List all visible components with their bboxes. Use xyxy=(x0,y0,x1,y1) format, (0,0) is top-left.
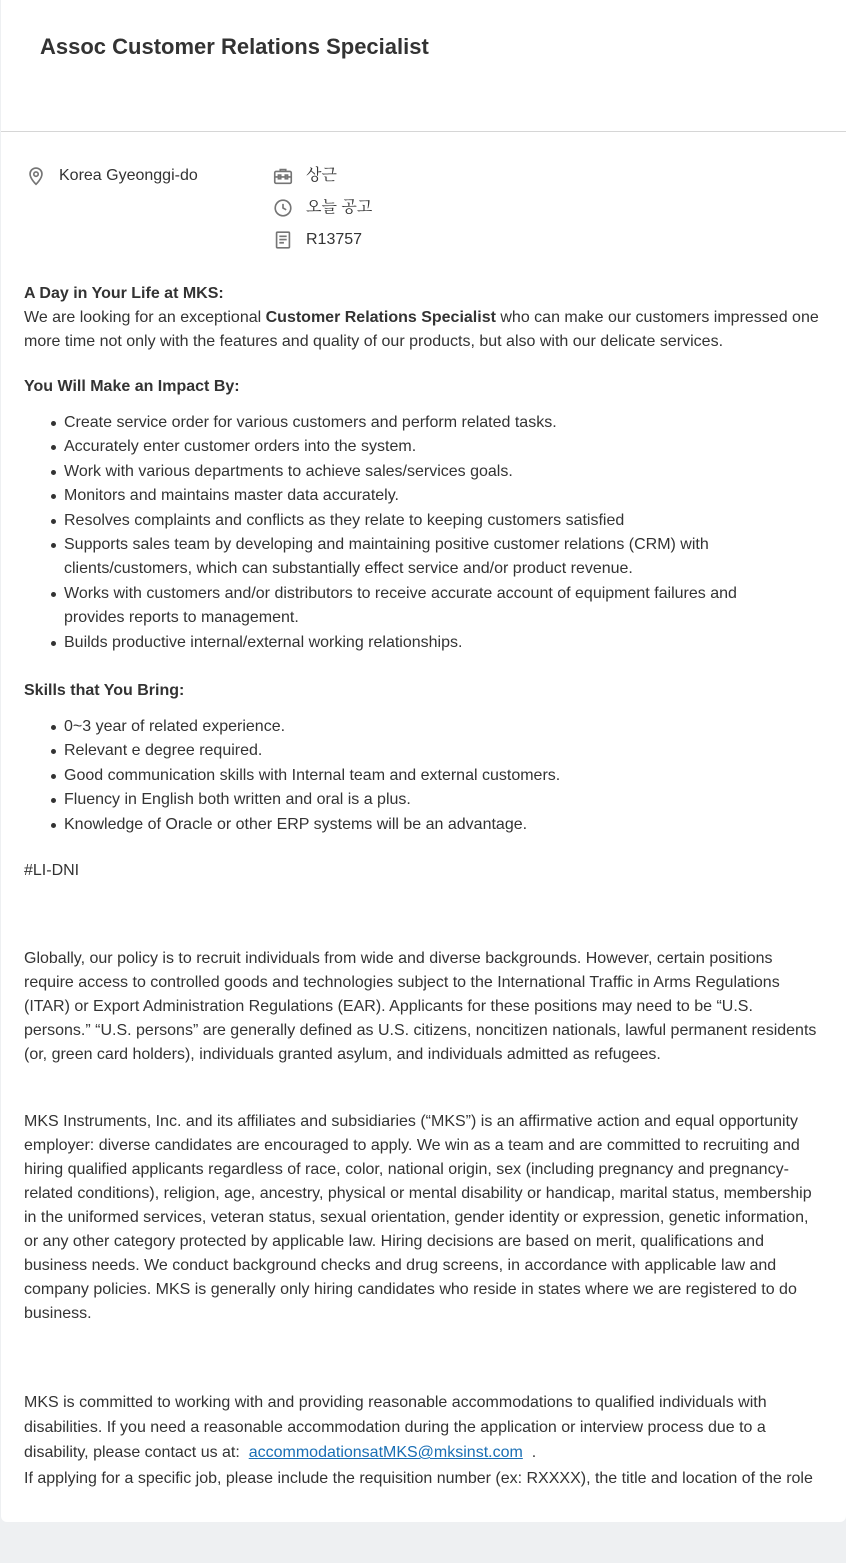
job-location xyxy=(25,164,198,188)
list-item: Work with various departments to achieve sales/services goals. xyxy=(24,460,784,484)
list-item: Supports sales team by developing and maintaining positive customer relations (CRM) with clients/customers, which can substantially effect service and/or product revenue. xyxy=(24,533,764,582)
impact-heading: You Will Make an Impact By: xyxy=(24,378,240,395)
job-employment-type xyxy=(272,164,337,188)
job-posting-card xyxy=(1,0,846,1522)
intro-text-bold: Customer Relations Specialist xyxy=(265,309,496,326)
accommodation-text: MKS is committed to working with and providing reasonable accommodations to qualified individuals with disabilities. If you need a reasonable accommodation during the application or interview process due to a disability, please contact us at: xyxy=(24,1394,767,1462)
list-item: Resolves complaints and conflicts as they relate to keeping customers satisfied xyxy=(24,509,784,533)
intro-paragraph xyxy=(24,306,824,354)
briefcase-icon xyxy=(272,165,294,187)
eeo-paragraph: MKS Instruments, Inc. and its affiliates and subsidiaries (“MKS”) is an affirmative action and equal opportunity employer: diverse candidates are encouraged to apply. We win as a team and are committed to recruiting and hiring qualified applicants regardless of race, color, national origin, sex (including pregnancy and pregnancy-related conditions), religion, age, ancestry, physical or mental disability or handicap, marital status, membership in the uniformed services, veteran status, sexual orientation, gender identity or expression, genetic information, or any other category protected by applicable law. Hiring decisions are based on merit, qualifications and business needs. We conduct background checks and drug screens, in accordance with applicable law and company policies. MKS is generally only hiring candidates who reside in states where we are registered to do business. xyxy=(24,1113,812,1323)
job-header xyxy=(1,0,846,132)
location-pin-icon xyxy=(25,165,47,187)
list-item: Good communication skills with Internal team and external customers. xyxy=(24,764,784,788)
accommodation-email-link[interactable]: accommodationsatMKS@mksinst.com xyxy=(248,1444,523,1462)
list-item: Fluency in English both written and oral is a plus. xyxy=(24,788,784,812)
list-item: Create service order for various customers and perform related tasks. xyxy=(24,411,784,435)
clock-icon xyxy=(272,197,294,219)
intro-text-before: We are looking for an exceptional xyxy=(24,309,266,326)
accommodation-after-email: . xyxy=(531,1444,537,1462)
document-icon xyxy=(272,229,294,251)
intro-text-after: who can make our customers impressed one more time not only with the features and quality of our products, but also with our delicate services. xyxy=(24,309,819,350)
policy-paragraph: Globally, our policy is to recruit individuals from wide and diverse backgrounds. However, certain positions require access to controlled goods and technologies subject to the International Traffic in Arms Regulations (ITAR) or Export Administration Regulations (EAR). Applicants for these positions may need to be “U.S. persons.” “U.S. persons” are generally defined as U.S. citizens, noncitizen nationals, lawful permanent residents (or, green card holders), individuals granted asylum, and individuals admitted as refugees. xyxy=(24,950,817,1064)
job-description xyxy=(24,282,824,1491)
job-title: Assoc Customer Relations Specialist xyxy=(40,34,429,59)
list-item: Accurately enter customer orders into the system. xyxy=(24,435,784,459)
hashtag: #LI-DNI xyxy=(24,862,80,880)
list-item: Knowledge of Oracle or other ERP systems will be an advantage. xyxy=(24,813,784,837)
list-item: Builds productive internal/external working relationships. xyxy=(24,631,784,655)
job-requisition-text: R13757 xyxy=(306,231,363,248)
requisition-instructions: If applying for a specific job, please include the requisition number (ex: RXXXX), the title and location of the role xyxy=(24,1470,813,1488)
job-location-text: Korea Gyeonggi-do xyxy=(59,167,198,184)
skills-heading: Skills that You Bring: xyxy=(24,682,185,700)
list-item: 0~3 year of related experience. xyxy=(24,715,784,739)
job-posted-text: 오늘 공고 xyxy=(306,199,373,216)
impact-list xyxy=(24,411,824,655)
list-item: Relevant e degree required. xyxy=(24,739,784,763)
job-meta xyxy=(1,132,846,272)
intro-heading: A Day in Your Life at MKS: xyxy=(24,285,224,302)
list-item: Monitors and maintains master data accurately. xyxy=(24,484,784,508)
job-employment-type-text: 상근 xyxy=(306,167,337,184)
job-posted xyxy=(272,196,372,220)
job-requisition xyxy=(272,228,362,252)
list-item: Works with customers and/or distributors to receive accurate account of equipment failures and provides reports to management. xyxy=(24,582,764,631)
accommodation-paragraph xyxy=(24,1390,824,1465)
skills-list xyxy=(24,715,824,837)
